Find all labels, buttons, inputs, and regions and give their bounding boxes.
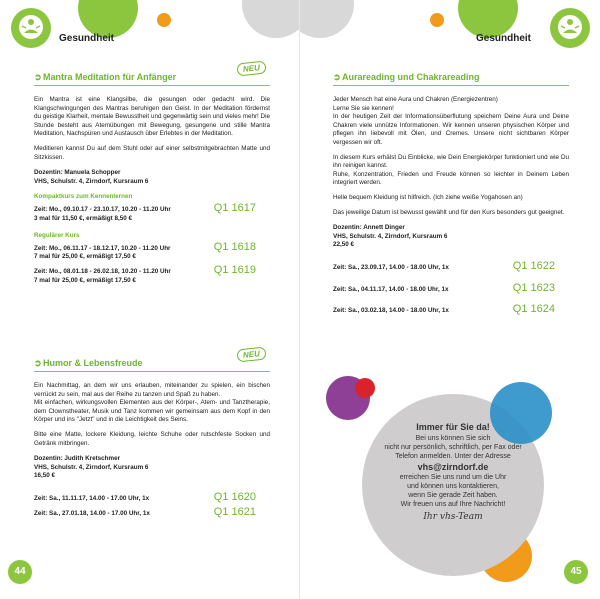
contact-line: und können uns kontaktieren, <box>407 483 499 490</box>
decor-circle-orange <box>430 13 444 27</box>
section-mantra <box>34 63 270 285</box>
course-time: Zeit: Sa., 11.11.17, 14.00 - 17.00 Uhr, 1x <box>34 494 150 502</box>
contact-email-link[interactable]: vhs@zirndorf.de <box>417 462 489 472</box>
decor-circle-grey <box>300 0 354 38</box>
contact-text <box>362 420 544 525</box>
course-price: 3 mal für 11,50 €, ermäßigt 8,50 € <box>34 214 133 222</box>
course-type-label: Kompaktkurs zum Kennenlernen <box>34 193 133 201</box>
course-price: 7 mal für 25,00 €, ermäßigt 17,50 € <box>34 253 136 261</box>
title-text: Aurareading und Chakrareading <box>342 72 480 82</box>
instructor: Dozentin: Annett Dinger <box>333 224 405 232</box>
decor-circle-orange <box>157 13 171 27</box>
meditation-icon <box>556 13 584 41</box>
course-code: Q1 1617 <box>213 201 256 214</box>
decor-circle-grey <box>242 0 300 38</box>
course-time: Zeit: Mo., 06.11.17 - 18.12.17, 10.20 - 11.20 Uhr <box>34 244 171 252</box>
new-badge: NEU <box>237 61 267 77</box>
section-title <box>333 72 569 86</box>
course-time: Zeit: Sa., 03.02.18, 14.00 - 18.00 Uhr, 1x <box>333 307 449 315</box>
instructor: Dozentin: Judith Kretschmer <box>34 455 121 463</box>
description: Jeder Mensch hat eine Aura und Chakren (Energiezentren) <box>333 96 498 103</box>
new-badge: NEU <box>237 347 267 363</box>
course-time: Zeit: Mo., 09.10.17 - 23.10.17, 10.20 - 11.20 Uhr <box>34 205 171 213</box>
description: Bitte eine Matte, lockere Kleidung, leichte Schuhe oder rutschfeste Socken und Getränk mitbringen. <box>34 430 270 447</box>
contact-title: Immer für Sie da! <box>416 422 490 432</box>
course-time: Zeit: Sa., 23.09.17, 14.00 - 18.00 Uhr, 1x <box>333 263 449 271</box>
contact-line: nicht nur persönlich, schriftlich, per Fax oder <box>384 444 522 451</box>
arrow-icon: ➲ <box>34 72 42 82</box>
course-code: Q1 1619 <box>213 263 256 276</box>
instructor: Dozentin: Manuela Schopper <box>34 169 121 177</box>
section-title <box>34 63 270 86</box>
description: Helle bequem Kleidung ist hilfreich. (Ich ziehe weiße Yogahosen an) <box>333 193 523 201</box>
title-text: Humor & Lebensfreude <box>43 358 143 368</box>
course-row <box>333 281 569 295</box>
location: VHS, Schulstr. 4, Zirndorf, Kursraum 6 <box>34 463 149 471</box>
course-row <box>34 240 270 262</box>
course-code: Q1 1621 <box>213 505 256 518</box>
page-number: 44 <box>8 560 32 584</box>
arrow-icon: ➲ <box>333 72 341 82</box>
description: In der heutigen Zeit der Informationsüberflutung speichern Deine Aura und Deine Chakren viele unnütze Informationen. Wir kennen unseren physischen Körper und pflegen ihn liebevoll mit Ölen, und Cremes. Unsere nicht sichtbaren Körper vergessen wir oft. <box>333 113 569 146</box>
description: Meditieren kannst Du auf dem Stuhl oder auf einer selbstmitgebrachten Matte und Sitzkissen. <box>34 144 270 161</box>
course-code: Q1 1624 <box>512 303 555 316</box>
course-time: Zeit: Sa., 27.01.18, 14.00 - 17.00 Uhr, 1x <box>34 509 150 517</box>
contact-line: erreichen Sie uns rund um die Uhr <box>399 474 507 481</box>
course-row <box>34 201 270 223</box>
signature: Ihr vhs-Team <box>423 512 483 522</box>
description: Mit einfachen, wirkungsvollen Elementen aus der Körper-, Atem- und Tanztherapie, dem Clownstheater, Musik und Tanz kommen wir gemeinsam aus dem Kopf in den Körper und ins "Jetzt" und in die Leichtigkeit des Seins. <box>34 399 270 424</box>
course-row <box>333 259 569 273</box>
arrow-icon: ➲ <box>34 358 42 368</box>
description: Ein Mantra ist eine Klangsilbe, die gesungen oder gedacht wird. Die Klangschwingungen des Mantras beruhigen den Geist. In der Meditation fördernst du geistige Klarheit, mentale Bewusstheit und gegenwärtig sein und vieles mehr! Die Stunde besteht aus Atemübungen mit Bewegung, gesungene und stille Mantra Meditation, Nachspüren und Austausch über Erlebtes in der Meditation. <box>34 96 270 138</box>
course-price: 7 mal für 25,00 €, ermäßigt 17,50 € <box>34 276 136 284</box>
course-code: Q1 1623 <box>512 281 555 294</box>
description: Das jeweilige Datum ist bewusst gewählt und für den Kurs besonders gut geeignet. <box>333 208 565 216</box>
section-humor <box>34 349 270 518</box>
description: In diesem Kurs erhälst Du Einblicke, wie Dein Energiekörper funktioniert und wie Du ihn reinigen kannst. <box>333 153 569 170</box>
location: VHS, Schulstr. 4, Zirndorf, Kursraum 6 <box>34 177 149 185</box>
right-page <box>300 0 600 599</box>
section-aura <box>333 72 569 316</box>
course-code: Q1 1618 <box>213 240 256 253</box>
contact-line: Telefon anmelden. Unter der Adresse <box>395 453 511 460</box>
price: 22,50 € <box>333 241 355 249</box>
meditation-icon <box>17 13 45 41</box>
page-number: 45 <box>564 560 588 584</box>
description: Ruhe, Konzentration, Frieden und Freude können so leichter in Deinem Leben integriert werden. <box>333 170 569 187</box>
course-code: Q1 1622 <box>512 259 555 272</box>
decor-circle-red <box>355 378 375 398</box>
title-text: Mantra Meditation für Anfänger <box>43 72 177 82</box>
course-type-label: Regulärer Kurs <box>34 232 80 240</box>
course-row <box>34 505 270 519</box>
contact-line: Bei uns können Sie sich <box>415 435 491 442</box>
description: Lerne Sie sie kennen! <box>333 104 394 112</box>
page-header: Gesundheit <box>476 33 532 44</box>
course-code: Q1 1620 <box>213 490 256 503</box>
page-header: Gesundheit <box>59 33 115 44</box>
contact-line: wenn Sie gerade Zeit haben. <box>408 492 498 499</box>
description: Ein Nachmittag, an dem wir uns erlauben, miteinander zu spielen, ein bischen verrückt zu sein, mal aus der Reihe zu tanzen und Spaß zu haben. <box>34 382 270 398</box>
price: 16,50 € <box>34 472 56 480</box>
course-time: Zeit: Mo., 08.01.18 - 26.02.18, 10.20 - 11.20 Uhr <box>34 267 171 275</box>
course-row <box>333 303 569 316</box>
course-row <box>34 490 270 504</box>
location: VHS, Schulstr. 4, Zirndorf, Kursraum 6 <box>333 232 448 240</box>
course-time: Zeit: Sa., 04.11.17, 14.00 - 18.00 Uhr, 1x <box>333 285 449 293</box>
course-row <box>34 263 270 285</box>
section-title <box>34 349 270 372</box>
contact-line: Wir freuen uns auf Ihre Nachricht! <box>400 501 506 508</box>
